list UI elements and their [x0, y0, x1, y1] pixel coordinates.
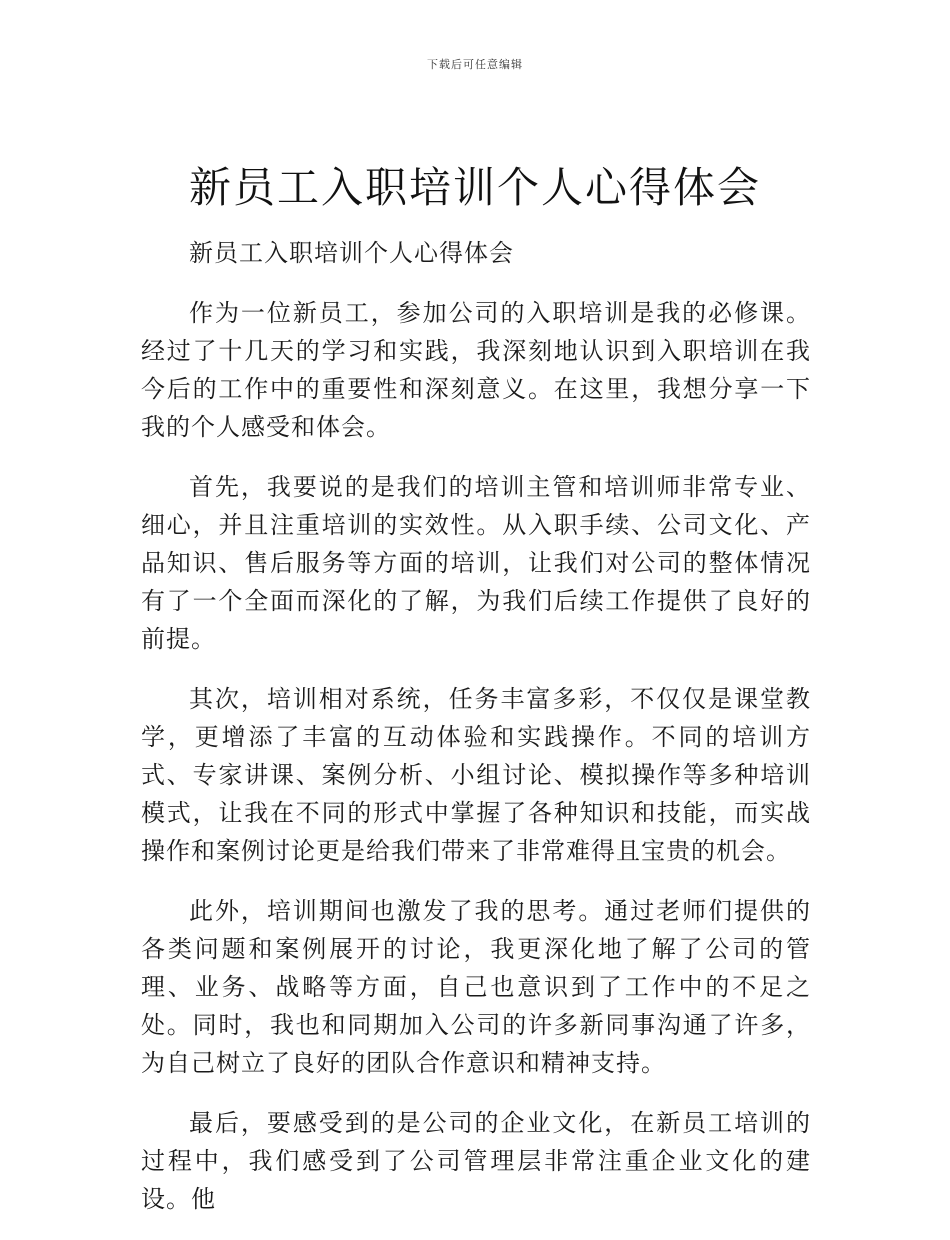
header-note: 下载后可任意编辑 — [427, 58, 523, 71]
paragraph-5: 最后，要感受到的是公司的企业文化，在新员工培训的过程中，我们感受到了公司管理层非常注重企业文化的建设。他 — [141, 1109, 811, 1213]
paragraph-1: 作为一位新员工，参加公司的入职培训是我的必修课。经过了十几天的学习和实践，我深刻地认识到入职培训在我今后的工作中的重要性和深刻意义。在这里，我想分享一下我的个人感受和体会。 — [141, 299, 811, 441]
paragraph-4: 此外，培训期间也激发了我的思考。通过老师们提供的各类问题和案例展开的讨论，我更深化地了解了公司的管理、业务、战略等方面，自己也意识到了工作中的不足之处。同时，我也和同期加入公司的许多新同事沟通了许多，为自己树立了良好的团队合作意识和精神支持。 — [141, 897, 811, 1077]
document-subtitle: 新员工入职培训个人心得体会 — [189, 239, 514, 267]
document-title: 新员工入职培训个人心得体会 — [188, 163, 761, 212]
document-body — [141, 234, 811, 1240]
paragraph-3: 其次，培训相对系统，任务丰富多彩，不仅仅是课堂教学，更增添了丰富的互动体验和实践操作。不同的培训方式、专家讲课、案例分析、小组讨论、模拟操作等多种培训模式，让我在不同的形式中掌握了各种知识和技能，而实战操作和案例讨论更是给我们带来了非常难得且宝贵的机会。 — [141, 685, 811, 865]
paragraph-2: 首先，我要说的是我们的培训主管和培训师非常专业、细心，并且注重培训的实效性。从入职手续、公司文化、产品知识、售后服务等方面的培训，让我们对公司的整体情况有了一个全面而深化的了解，为我们后续工作提供了良好的前提。 — [141, 473, 811, 653]
